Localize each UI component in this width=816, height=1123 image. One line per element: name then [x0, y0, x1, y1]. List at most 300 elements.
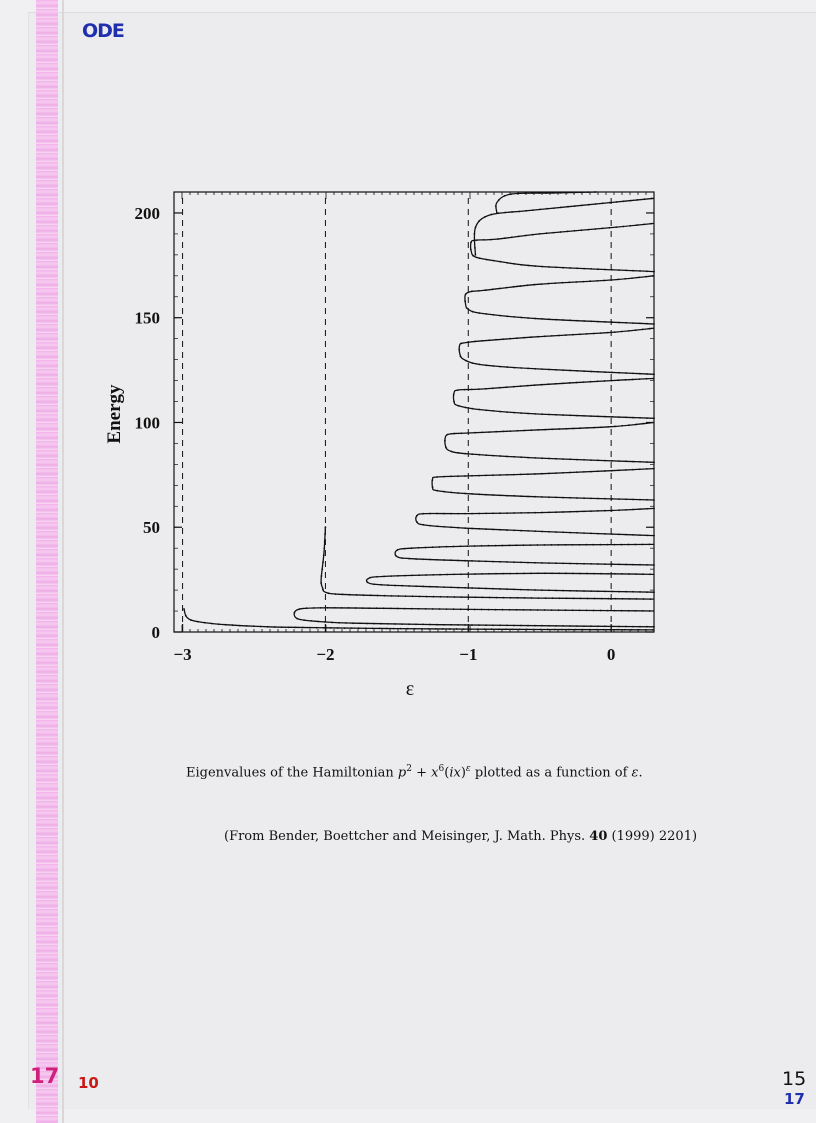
- curve-point: [454, 596, 456, 598]
- curve-point: [450, 559, 452, 561]
- curve-point: [453, 608, 455, 610]
- curve-point: [534, 589, 536, 591]
- curve-point: [639, 468, 641, 470]
- curve-point: [653, 461, 655, 463]
- curve-point: [544, 544, 546, 546]
- curve-point: [464, 513, 466, 515]
- curve-point: [246, 625, 248, 627]
- curve-point: [485, 494, 487, 496]
- curve-point: [548, 369, 550, 371]
- curve-point: [600, 544, 602, 546]
- curve-point: [516, 544, 518, 546]
- curve-point: [534, 496, 536, 498]
- curve-point: [635, 573, 637, 575]
- curve-point: [495, 431, 497, 433]
- curve-point: [551, 609, 553, 611]
- curve-point: [569, 458, 571, 460]
- curve-point: [548, 473, 550, 475]
- curve-point: [586, 573, 588, 575]
- curve-point: [545, 192, 547, 194]
- curve-point: [616, 201, 618, 203]
- curve-point: [653, 468, 655, 470]
- curve-point: [513, 286, 515, 288]
- curve-point: [639, 591, 641, 593]
- curve-point: [597, 498, 599, 500]
- curve-point: [546, 232, 548, 234]
- curve-point: [518, 211, 520, 213]
- curve-point: [587, 191, 589, 193]
- curve-point: [457, 624, 459, 626]
- curve-point: [611, 563, 613, 565]
- curve-point: [537, 544, 539, 546]
- curve-point: [625, 416, 627, 418]
- curve-point: [457, 527, 459, 529]
- curve-point: [625, 626, 627, 628]
- curve-point: [600, 573, 602, 575]
- curve-point: [527, 368, 529, 370]
- curve-point: [520, 474, 522, 476]
- curve-point: [540, 629, 542, 631]
- curve-point: [450, 492, 452, 494]
- curve-point: [471, 624, 473, 626]
- curve-point: [471, 513, 473, 515]
- curve-point: [534, 457, 536, 459]
- curve-point: [632, 469, 634, 471]
- curve-point: [553, 232, 555, 234]
- curve-point: [568, 629, 570, 631]
- curve-point: [625, 591, 627, 593]
- curve-point: [574, 230, 576, 232]
- curve-point: [457, 475, 459, 477]
- curve-point: [646, 378, 648, 380]
- curve-point: [639, 270, 641, 272]
- curve-point: [512, 629, 514, 631]
- caption-math-x: x: [431, 765, 439, 781]
- curve-point: [260, 626, 262, 628]
- curve-point: [525, 235, 527, 237]
- curve-point: [534, 530, 536, 532]
- curve-point: [443, 586, 445, 588]
- curve-point: [513, 495, 515, 497]
- curve-point: [594, 191, 596, 193]
- curve-point: [453, 394, 455, 396]
- curve-point: [495, 205, 497, 207]
- handwritten-page-number-17: 17: [784, 1090, 805, 1108]
- curve-point: [341, 607, 343, 609]
- curve-point: [548, 458, 550, 460]
- curve-point: [513, 512, 515, 514]
- curve-point: [511, 211, 513, 213]
- curve-point: [631, 629, 633, 631]
- curve-point: [471, 408, 473, 410]
- reference-year-pages: (1999) 2201): [607, 829, 698, 844]
- curve-point: [414, 628, 416, 630]
- curve-point: [600, 332, 602, 334]
- curve-point: [488, 339, 490, 341]
- curve-point: [651, 198, 653, 200]
- curve-point: [306, 607, 308, 609]
- curve-point: [422, 624, 424, 626]
- curve-point: [471, 587, 473, 589]
- curve-point: [355, 607, 357, 609]
- curve-point: [576, 370, 578, 372]
- curve-point: [622, 598, 624, 600]
- curve-point: [483, 239, 485, 241]
- curve-point: [296, 618, 298, 620]
- curve-point: [439, 608, 441, 610]
- curve-point: [625, 534, 627, 536]
- curve-point: [635, 610, 637, 612]
- curve-point: [517, 193, 519, 195]
- curve-point: [520, 495, 522, 497]
- curve-point: [618, 269, 620, 271]
- curve-point: [436, 490, 438, 492]
- curve-point: [463, 628, 465, 630]
- curve-point: [492, 529, 494, 531]
- curve-point: [474, 545, 476, 547]
- curve-point: [485, 388, 487, 390]
- curve-point: [567, 231, 569, 233]
- curve-point: [445, 447, 447, 449]
- curve-point: [443, 513, 445, 515]
- curve-point: [531, 597, 533, 599]
- curve-point: [502, 431, 504, 433]
- curve-point: [367, 581, 369, 583]
- curve-point: [548, 562, 550, 564]
- curve-point: [504, 195, 506, 197]
- curve-point: [555, 458, 557, 460]
- curve-point: [604, 563, 606, 565]
- curve-point: [499, 588, 501, 590]
- curve-point: [408, 558, 410, 560]
- curve-point: [538, 597, 540, 599]
- curve-point: [523, 544, 525, 546]
- curve-point: [572, 428, 574, 430]
- curve-point: [621, 331, 623, 333]
- curve-point: [288, 626, 290, 628]
- curve-point: [653, 499, 655, 501]
- curve-point: [618, 322, 620, 324]
- curve-point: [541, 589, 543, 591]
- curve-point: [467, 573, 469, 575]
- curve-point: [639, 499, 641, 501]
- curve-point: [391, 595, 393, 597]
- curve-point: [649, 544, 651, 546]
- curve-point: [443, 559, 445, 561]
- curve-point: [576, 415, 578, 417]
- curve-point: [274, 626, 276, 628]
- curve-point: [513, 263, 515, 265]
- curve-point: [576, 625, 578, 627]
- curve-point: [579, 573, 581, 575]
- curve-point: [560, 207, 562, 209]
- curve-point: [466, 307, 468, 309]
- curve-point: [386, 628, 388, 630]
- curve-point: [491, 628, 493, 630]
- curve-point: [607, 332, 609, 334]
- curve-point: [552, 192, 554, 194]
- curve-point: [538, 192, 540, 194]
- curve-point: [513, 456, 515, 458]
- curve-point: [653, 378, 655, 380]
- curve-point: [513, 367, 515, 369]
- curve-point: [650, 598, 652, 600]
- curve-point: [649, 573, 651, 575]
- curve-point: [537, 572, 539, 574]
- curve-point: [387, 584, 389, 586]
- curve-point: [621, 610, 623, 612]
- curve-point: [517, 597, 519, 599]
- curve-point: [475, 596, 477, 598]
- curve-point: [493, 260, 495, 262]
- curve-point: [597, 380, 599, 382]
- caption-plus: +: [411, 765, 432, 781]
- curve-point: [645, 629, 647, 631]
- curve-point: [443, 476, 445, 478]
- curve-point: [470, 628, 472, 630]
- curve-point: [537, 429, 539, 431]
- curve-point: [492, 365, 494, 367]
- curve-point: [583, 415, 585, 417]
- curve-point: [639, 508, 641, 510]
- handwritten-number-17-left: 17: [30, 1064, 60, 1088]
- curve-point: [544, 335, 546, 337]
- curve-point: [474, 432, 476, 434]
- curve-point: [506, 287, 508, 289]
- curve-point: [415, 585, 417, 587]
- curve-point: [541, 512, 543, 514]
- curve-point: [530, 572, 532, 574]
- curve-point: [610, 279, 612, 281]
- curve-point: [587, 598, 589, 600]
- curve-point: [628, 573, 630, 575]
- curve-point: [653, 626, 655, 628]
- curve-point: [590, 533, 592, 535]
- curve-point: [597, 371, 599, 373]
- curve-point: [451, 451, 453, 453]
- curve-point: [638, 277, 640, 279]
- curve-point: [551, 428, 553, 430]
- curve-point: [617, 629, 619, 631]
- curve-point: [597, 625, 599, 627]
- curve-point: [356, 594, 358, 596]
- curve-point: [562, 625, 564, 627]
- curve-point: [604, 321, 606, 323]
- curve-point: [597, 533, 599, 535]
- curve-point: [433, 596, 435, 598]
- curve-point: [551, 544, 553, 546]
- curve-point: [628, 330, 630, 332]
- curve-point: [597, 321, 599, 323]
- curve-point: [481, 545, 483, 547]
- eigenvalue-curve: [445, 423, 654, 463]
- curve-point: [499, 512, 501, 514]
- curve-point: [568, 281, 570, 283]
- curve-point: [555, 497, 557, 499]
- curve-point: [646, 508, 648, 510]
- curve-point: [498, 628, 500, 630]
- curve-point: [328, 592, 330, 594]
- curve-point: [604, 533, 606, 535]
- curve-point: [653, 373, 655, 375]
- curve-point: [646, 591, 648, 593]
- curve-point: [516, 573, 518, 575]
- curve-point: [404, 575, 406, 577]
- curve-point: [190, 619, 192, 621]
- curve-point: [555, 472, 557, 474]
- curve-point: [432, 574, 434, 576]
- curve-point: [380, 623, 382, 625]
- x-tick-label: −3: [173, 645, 192, 664]
- curve-point: [649, 328, 651, 330]
- curve-point: [492, 624, 494, 626]
- curve-point: [465, 407, 467, 409]
- curve-point: [632, 509, 634, 511]
- curve-point: [425, 574, 427, 576]
- curve-point: [611, 321, 613, 323]
- curve-point: [440, 596, 442, 598]
- curve-point: [520, 317, 522, 319]
- curve-point: [558, 428, 560, 430]
- curve-point: [495, 545, 497, 547]
- curve-point: [604, 371, 606, 373]
- curve-point: [593, 427, 595, 429]
- curve-point: [370, 594, 372, 596]
- curve-point: [632, 564, 634, 566]
- curve-point: [398, 595, 400, 597]
- curve-point: [569, 532, 571, 534]
- curve-point: [603, 629, 605, 631]
- curve-point: [562, 472, 564, 474]
- curve-point: [618, 379, 620, 381]
- curve-point: [618, 591, 620, 593]
- eigenvalue-curve: [465, 276, 654, 324]
- curve-point: [456, 628, 458, 630]
- curve-point: [467, 432, 469, 434]
- curve-point: [548, 414, 550, 416]
- curve-point: [541, 625, 543, 627]
- curve-point: [545, 597, 547, 599]
- curve-point: [583, 590, 585, 592]
- curve-point: [496, 212, 498, 214]
- curve-point: [323, 627, 325, 629]
- curve-point: [349, 594, 351, 596]
- curve-point: [632, 417, 634, 419]
- y-tick-label: 200: [134, 203, 160, 223]
- curve-point: [566, 597, 568, 599]
- curve-point: [520, 285, 522, 287]
- curve-point: [498, 199, 500, 201]
- curve-point: [481, 340, 483, 342]
- curve-point: [484, 216, 486, 218]
- curve-point: [539, 209, 541, 211]
- curve-point: [478, 364, 480, 366]
- curve-point: [474, 233, 476, 235]
- eigenvalue-curve: [453, 379, 654, 419]
- curve-point: [412, 595, 414, 597]
- curve-point: [505, 628, 507, 630]
- curve-point: [457, 560, 459, 562]
- curve-point: [628, 544, 630, 546]
- eigenvalue-curve: [432, 469, 654, 500]
- curve-point: [442, 628, 444, 630]
- curve-point: [576, 459, 578, 461]
- curve-point: [601, 598, 603, 600]
- curve-point: [485, 513, 487, 515]
- curve-point: [446, 546, 448, 548]
- curve-point: [555, 266, 557, 268]
- curve-point: [397, 608, 399, 610]
- curve-point: [488, 573, 490, 575]
- curve-point: [499, 315, 501, 317]
- curve-point: [436, 476, 438, 478]
- curve-point: [562, 267, 564, 269]
- curve-point: [450, 587, 452, 589]
- curve-point: [465, 293, 467, 295]
- curve-point: [614, 610, 616, 612]
- curve-point: [295, 627, 297, 629]
- curve-point: [604, 416, 606, 418]
- curve-point: [485, 289, 487, 291]
- curve-point: [573, 598, 575, 600]
- curve-point: [602, 228, 604, 230]
- curves: [183, 191, 655, 631]
- curve-point: [393, 628, 395, 630]
- curve-point: [595, 228, 597, 230]
- curve-point: [478, 220, 480, 222]
- curve-point: [400, 628, 402, 630]
- curve-point: [401, 557, 403, 559]
- curve-point: [611, 498, 613, 500]
- curve-point: [561, 629, 563, 631]
- curve-point: [472, 362, 474, 364]
- curve-point: [644, 198, 646, 200]
- curve-point: [576, 497, 578, 499]
- curve-point: [562, 590, 564, 592]
- curve-point: [646, 461, 648, 463]
- curve-point: [422, 524, 424, 526]
- curve-point: [429, 513, 431, 515]
- curve-point: [572, 609, 574, 611]
- curve-point: [467, 341, 469, 343]
- curve-point: [597, 416, 599, 418]
- curve-point: [470, 249, 472, 251]
- curve-point: [625, 270, 627, 272]
- curve-point: [411, 575, 413, 577]
- curve-point: [593, 610, 595, 612]
- caption-end: .: [638, 765, 643, 781]
- curve-point: [394, 585, 396, 587]
- curve-point: [558, 544, 560, 546]
- curve-point: [450, 475, 452, 477]
- curve-point: [411, 547, 413, 549]
- curve-point: [460, 545, 462, 547]
- curve-point: [211, 623, 213, 625]
- curve-point: [506, 474, 508, 476]
- curve-point: [331, 622, 333, 624]
- curve-point: [639, 417, 641, 419]
- curve-point: [418, 608, 420, 610]
- curve-point: [395, 555, 397, 557]
- curve-point: [474, 341, 476, 343]
- curve-point: [537, 609, 539, 611]
- curve-point: [429, 525, 431, 527]
- curve-point: [513, 474, 515, 476]
- curve-point: [303, 619, 305, 621]
- curve-point: [379, 628, 381, 630]
- curve-point: [432, 486, 434, 488]
- curve-point: [523, 573, 525, 575]
